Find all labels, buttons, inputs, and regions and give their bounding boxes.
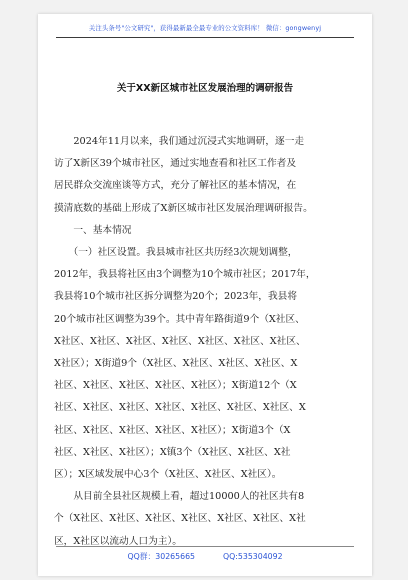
header-banner: 关注头条号"公文研究"，获得最新最全最专业的公文资料库！ 微信：gongwenyj	[88, 24, 322, 32]
body-line: 摸清底数的基础上形成了X新区城市社区发展治理调研报告。	[54, 202, 313, 214]
body-line: （一）社区设置。我县城市社区共历经3次规划调整，	[54, 247, 298, 259]
body-line: 从目前全县社区规模上看，超过10000人的社区共有8	[54, 491, 305, 503]
body-line: 社区、X社区、X社区、X社区、X社区）；X街道12个（X	[54, 380, 297, 392]
body-line: 访了X新区39个城市社区，通过实地查看和社区工作者及	[54, 158, 297, 170]
document-title: 关于XX新区城市社区发展治理的调研报告	[116, 83, 294, 94]
body-line: X社区、X社区、X社区、X社区、X社区、X社区、X社区、	[54, 335, 306, 347]
header-divider	[56, 37, 354, 38]
body-line: 居民群众交流座谈等方式，充分了解社区的基本情况，在	[54, 180, 297, 192]
document-page	[38, 14, 372, 576]
footer-divider	[56, 546, 354, 547]
body-line: 社区、X社区、X社区、X社区、X社区、X社区、X社区、X	[54, 402, 306, 414]
body-line: 我县将10个城市社区拆分调整为20个；2023年，我县将	[54, 291, 298, 303]
document-body	[54, 131, 363, 553]
section-heading: 一、基本情况	[54, 224, 132, 236]
body-line: 社区、X社区、X社区、X社区、X社区）；X街道3个（X	[54, 424, 291, 436]
body-line: X社区）；X街道9个（X社区、X社区、X社区、X社区、X	[54, 358, 298, 370]
qq-contact-link[interactable]: QQ:535304092	[223, 552, 283, 561]
body-line: 2012年，我县将社区由3个调整为10个城市社区；2017年，	[54, 269, 316, 281]
body-line: 区）；X区域发展中心3个（X社区、X社区、X社区）。	[54, 469, 282, 481]
qq-group-link[interactable]: QQ群：30265665	[127, 552, 195, 561]
body-line: 区，X社区以流动人口为主）。	[54, 535, 182, 547]
body-line: 社区、X社区、X社区）；X镇3个（X社区、X社区、X社	[54, 446, 291, 458]
body-line: 2024年11月以来，我们通过沉浸式实地调研，逐一走	[54, 136, 305, 147]
body-line: 个（X社区、X社区、X社区、X社区、X社区、X社区、X社	[54, 513, 306, 525]
body-line: 20个城市社区调整为39个。其中青年路街道9个（X社区、	[54, 313, 305, 325]
footer	[38, 551, 372, 562]
